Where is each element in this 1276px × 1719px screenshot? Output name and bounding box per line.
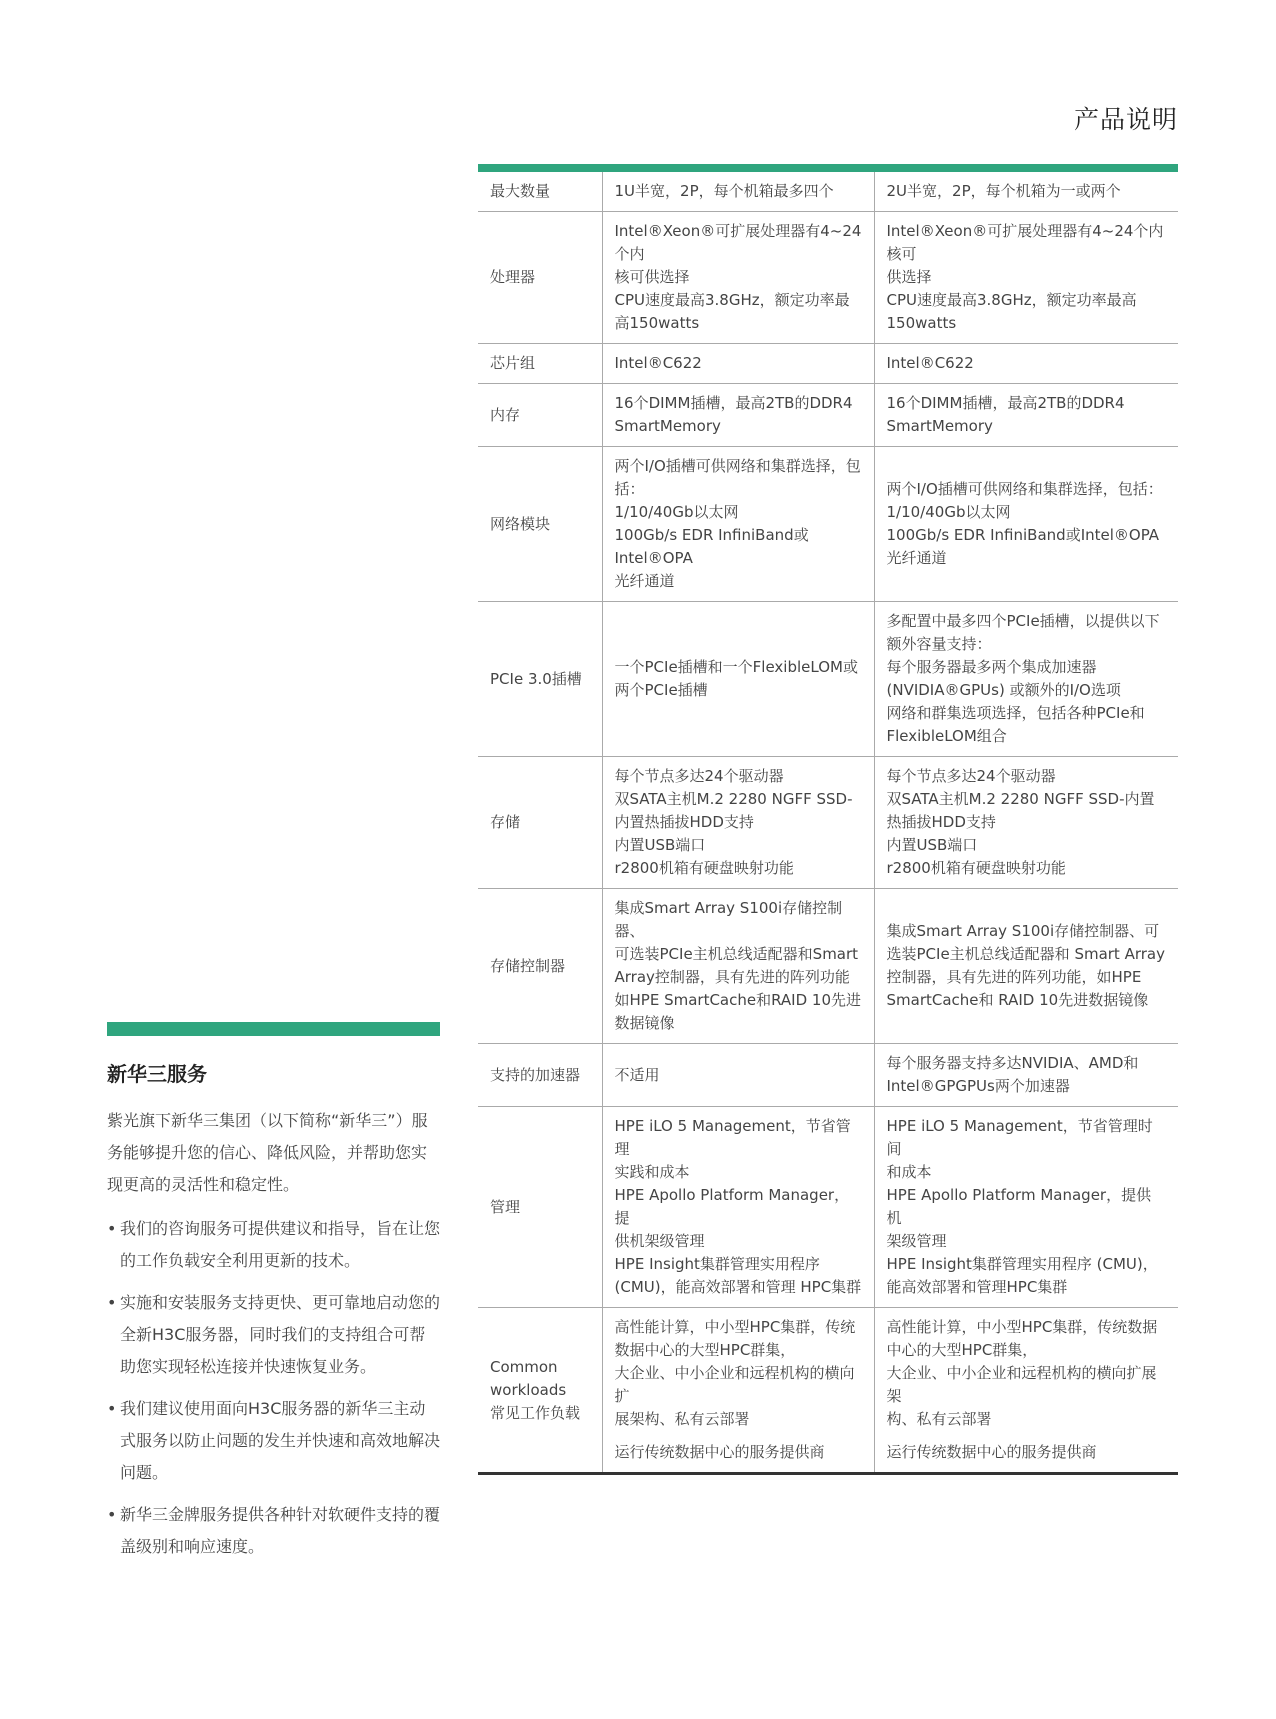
cell-text-line: CPU速度最高3.8GHz，额定功率最 [614,291,850,309]
spec-label-cell [478,602,602,757]
service-bullet-list [107,1213,440,1563]
spec-label-cell [478,889,602,1044]
cell-text-line: 额外容量支持： [886,635,992,653]
cell-text-line: HPE Insight集群管理实用程序 (CMU)， [886,1255,1158,1273]
cell-text-line: 光纤通道 [614,572,675,590]
spec-value-cell-2 [874,757,1178,889]
sidebar-accent-bar [107,1022,440,1036]
cell-text-line: 双SATA主机M.2 2280 NGFF SSD- [614,790,853,808]
spec-value-cell-2 [874,344,1178,384]
spec-value-cell-2 [874,168,1178,212]
cell-text-line: 最大数量 [490,182,551,200]
cell-text-line: 如HPE SmartCache和RAID 10先进 [614,991,861,1009]
spec-value-cell-1 [602,1308,874,1474]
cell-spacer [615,1431,862,1441]
cell-text-line: 选装PCIe主机总线适配器和 Smart Array [886,945,1165,963]
spec-label-cell [478,447,602,602]
spec-row [478,889,1178,1044]
spec-row [478,447,1178,602]
sidebar-intro: 紫光旗下新华三集团（以下简称“新华三”）服务能够提升您的信心、降低风险，并帮助您实现更高的灵活性和稳定性。 [107,1111,428,1194]
cell-text-line: 1/10/40Gb以太网 [886,503,1011,521]
spec-label-cell [478,1107,602,1308]
cell-text-line: 括： [614,480,645,498]
cell-text-line: 一个PCIe插槽和一个FlexibleLOM或 [614,658,858,676]
cell-text-line: 大企业、中小企业和远程机构的横向扩 [614,1364,855,1405]
cell-text-line: 供选择 [886,268,932,286]
cell-text-line: 内置热插拔HDD支持 [614,813,754,831]
spec-table-body [478,168,1178,1474]
cell-text-line: 100Gb/s EDR InfiniBand或 [614,526,809,544]
cell-text-line: Intel®OPA [614,549,693,567]
spec-value-cell-1 [602,168,874,212]
cell-text-line: 每个服务器最多两个集成加速器 [886,658,1097,676]
cell-text-line: SmartMemory [614,417,721,435]
cell-text-line: 运行传统数据中心的服务提供商 [886,1443,1097,1461]
cell-text-line: 高性能计算，中小型HPC集群，传统数据 [886,1318,1158,1336]
cell-text-line: Intel®Xeon®可扩展处理器有4~24个内 [614,222,862,263]
cell-text-line: 管理 [490,1197,521,1216]
cell-text-line: Common [490,1357,558,1376]
cell-text-line: 内存 [490,405,521,424]
spec-row [478,384,1178,447]
cell-text-line: (CMU)，能高效部署和管理 HPC集群 [614,1278,862,1296]
spec-label-cell [478,212,602,344]
cell-text-line: SmartMemory [886,417,993,435]
cell-text-line: 架级管理 [886,1232,947,1250]
spec-value-cell-2 [874,447,1178,602]
spec-value-cell-1 [602,1044,874,1107]
spec-value-cell-2 [874,1308,1178,1474]
cell-text-line: 网络和群集选项选择，包括各种PCIe和 [886,704,1145,722]
cell-text-line: HPE iLO 5 Management，节省管理 [614,1117,851,1158]
cell-text-line: 两个PCIe插槽 [614,681,708,699]
cell-text-line: SmartCache和 RAID 10先进数据镜像 [886,991,1149,1009]
spec-value-cell-1 [602,757,874,889]
cell-text-line: r2800机箱有硬盘映射功能 [886,859,1066,877]
spec-value-cell-2 [874,1044,1178,1107]
cell-text-line: 存储 [490,813,521,831]
spec-row [478,602,1178,757]
cell-text-line: 控制器，具有先进的阵列功能，如HPE [886,968,1142,986]
cell-text-line: PCIe 3.0插槽 [490,669,582,688]
cell-text-line: 运行传统数据中心的服务提供商 [614,1443,825,1461]
cell-text-line: 2U半宽，2P，每个机箱为一或两个 [886,182,1121,200]
cell-text-line: r2800机箱有硬盘映射功能 [614,859,794,877]
spec-label-cell [478,1044,602,1107]
spec-row [478,1044,1178,1107]
cell-text-line: 集成Smart Array S100i存储控制器、可 [886,922,1160,940]
spec-value-cell-1 [602,602,874,757]
cell-text-line: Intel®Xeon®可扩展处理器有4~24个内核可 [886,222,1164,263]
spec-table [478,164,1178,1475]
spec-value-cell-2 [874,384,1178,447]
cell-text-line: 数据中心的大型HPC群集， [614,1341,796,1359]
cell-text-line: HPE iLO 5 Management，节省管理时间 [886,1117,1153,1158]
cell-text-line: 热插拔HDD支持 [886,813,996,831]
cell-text-line: 芯片组 [490,354,536,372]
cell-text-line: 可选装PCIe主机总线适配器和Smart [614,945,859,963]
spec-row [478,344,1178,384]
cell-text-line: 存储控制器 [490,956,566,975]
cell-text-line: HPE Apollo Platform Manager，提 [614,1186,850,1227]
cell-text-line: 不适用 [614,1065,660,1084]
cell-text-line: Intel®GPGPUs两个加速器 [886,1077,1070,1095]
spec-row [478,212,1178,344]
cell-text-line: 能高效部署和管理HPC集群 [886,1278,1068,1296]
cell-text-line: 内置USB端口 [614,836,706,854]
cell-text-line: 1/10/40Gb以太网 [614,503,739,521]
sidebar-title: 新华三服务 [107,1062,207,1086]
service-bullet: • 新华三金牌服务提供各种针对软硬件支持的覆盖级别和响应速度。 [107,1499,440,1563]
spec-value-cell-1 [602,212,874,344]
spec-value-cell-2 [874,212,1178,344]
cell-text-line: 展架构、私有云部署 [614,1410,750,1428]
cell-text-line: 网络模块 [490,514,551,533]
cell-text-line: 两个I/O插槽可供网络和集群选择，包 [614,457,861,475]
cell-text-line: HPE Insight集群管理实用程序 [614,1255,820,1273]
cell-text-line: 多配置中最多四个PCIe插槽，以提供以下 [886,612,1160,630]
cell-text-line: 两个I/O插槽可供网络和集群选择，包括： [886,480,1163,498]
spec-row [478,757,1178,889]
cell-text-line: 光纤通道 [886,549,947,567]
spec-value-cell-1 [602,384,874,447]
cell-spacer [887,1431,1167,1441]
cell-text-line: 内置USB端口 [886,836,978,854]
cell-text-line: 高性能计算，中小型HPC集群，传统 [614,1318,856,1336]
service-bullet: • 我们的咨询服务可提供建议和指导，旨在让您的工作负载安全利用更新的技术。 [107,1213,440,1277]
spec-label-cell [478,1308,602,1474]
services-sidebar [107,1022,440,1573]
cell-text-line: 每个服务器支持多达NVIDIA、AMD和 [886,1054,1139,1072]
cell-text-line: 双SATA主机M.2 2280 NGFF SSD-内置 [886,790,1155,808]
spec-label-cell [478,168,602,212]
cell-text-line: 构、私有云部署 [886,1410,992,1428]
cell-text-line: 高150watts [614,314,700,332]
cell-text-line: 和成本 [886,1163,932,1181]
cell-text-line: 1U半宽，2P，每个机箱最多四个 [614,182,834,200]
cell-text-line: 数据镜像 [614,1014,675,1032]
cell-text-line: 中心的大型HPC群集， [886,1341,1038,1359]
spec-label-cell [478,344,602,384]
spec-label-cell [478,757,602,889]
cell-text-line: 每个节点多达24个驱动器 [614,767,784,785]
cell-text-line: FlexibleLOM组合 [886,727,1007,745]
cell-text-line: 常见工作负载 [490,1403,581,1422]
cell-text-line: 支持的加速器 [490,1065,581,1084]
cell-text-line: Array控制器，具有先进的阵列功能 [614,968,850,986]
service-bullet: • 实施和安装服务支持更快、更可靠地启动您的全新H3C服务器，同时我们的支持组合可帮助您实现轻松连接并快速恢复业务。 [107,1287,440,1383]
spec-row [478,168,1178,212]
cell-text-line: 大企业、中小企业和远程机构的横向扩展架 [886,1364,1157,1405]
cell-text-line: 150watts [886,314,957,332]
cell-text-line: 集成Smart Array S100i存储控制器、 [614,899,843,940]
service-bullet: • 我们建议使用面向H3C服务器的新华三主动式服务以防止问题的发生并快速和高效地解决问题。 [107,1393,440,1489]
cell-text-line: CPU速度最高3.8GHz，额定功率最高 [886,291,1137,309]
cell-text-line: 核可供选择 [614,268,690,286]
spec-row [478,1308,1178,1474]
spec-value-cell-1 [602,344,874,384]
page-title: 产品说明 [1073,105,1178,134]
spec-value-cell-2 [874,602,1178,757]
spec-label-cell [478,384,602,447]
cell-text-line: workloads [490,1380,567,1399]
spec-value-cell-1 [602,1107,874,1308]
cell-text-line: Intel®C622 [886,354,974,372]
cell-text-line: 每个节点多达24个驱动器 [886,767,1056,785]
cell-text-line: 供机架级管理 [614,1232,705,1250]
spec-row [478,1107,1178,1308]
cell-text-line: 处理器 [490,268,536,286]
cell-text-line: HPE Apollo Platform Manager，提供机 [886,1186,1152,1227]
cell-text-line: Intel®C622 [614,354,702,372]
spec-value-cell-1 [602,447,874,602]
cell-text-line: 16个DIMM插槽，最高2TB的DDR4 [886,394,1125,412]
spec-value-cell-1 [602,889,874,1044]
cell-text-line: 100Gb/s EDR InfiniBand或Intel®OPA [886,526,1160,544]
spec-value-cell-2 [874,889,1178,1044]
cell-text-line: (NVIDIA®GPUs) 或额外的I/O选项 [886,681,1121,699]
spec-value-cell-2 [874,1107,1178,1308]
cell-text-line: 实践和成本 [614,1163,690,1181]
cell-text-line: 16个DIMM插槽，最高2TB的DDR4 [614,394,853,412]
